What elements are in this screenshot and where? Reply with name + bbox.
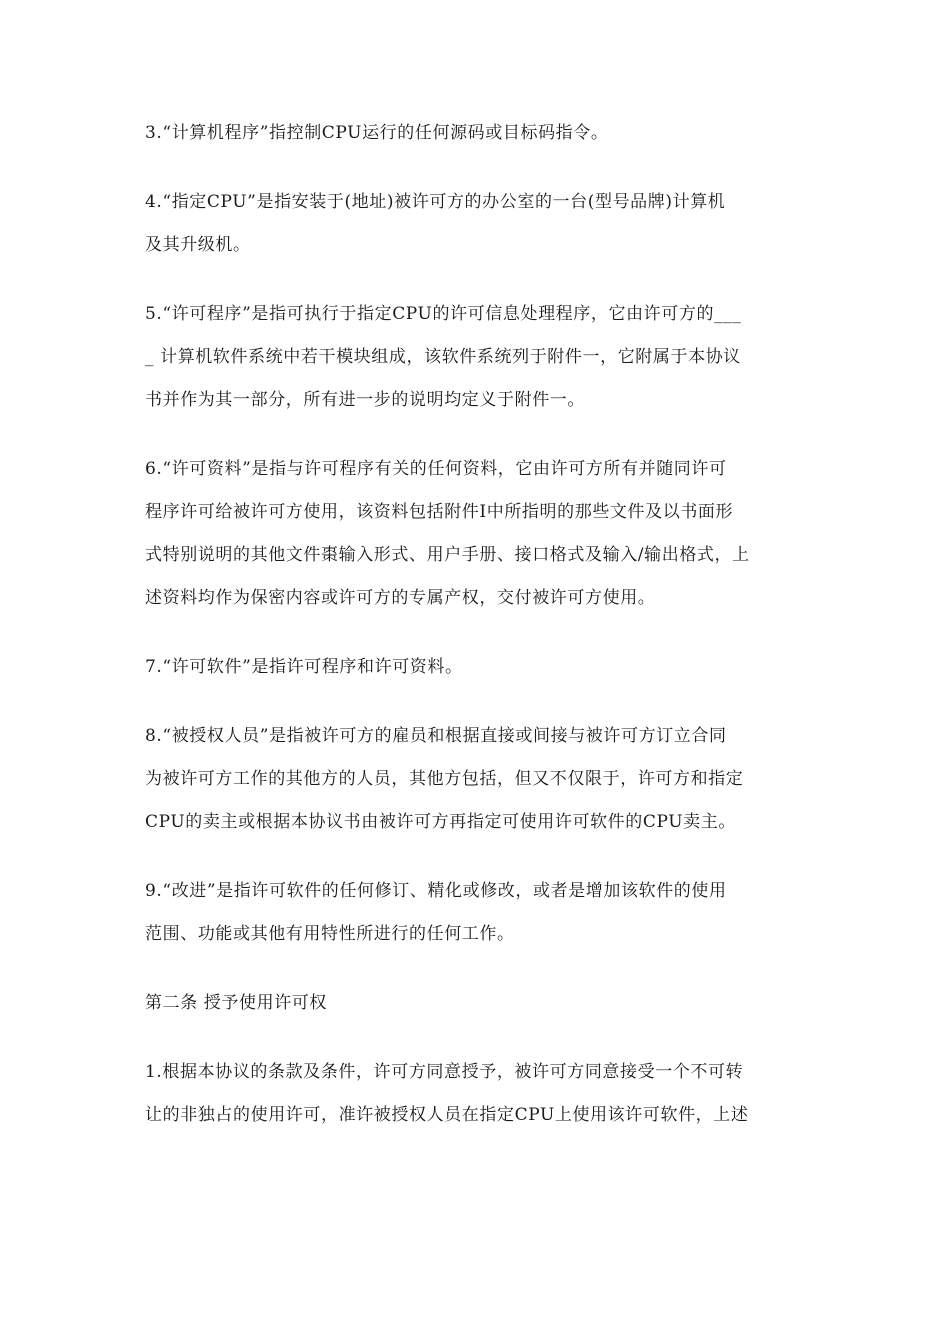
article-2-heading: [145, 982, 805, 1025]
text-line: 6.“许可资料”是指与许可程序有关的任何资料，它由许可方所有并随同许可: [145, 459, 727, 479]
text-line: 8.“被授权人员”是指被许可方的雇员和根据直接或间接与被许可方订立合同: [145, 726, 727, 746]
clause-6: [145, 448, 805, 620]
text-line: 4.“指定CPU”是指安装于(地址)被许可方的办公室的一台(型号品牌)计算机: [145, 192, 726, 212]
text-line: 为被许可方工作的其他方的人员，其他方包括，但又不仅限于，许可方和指定: [145, 769, 744, 789]
text-line: 范围、功能或其他有用特性所进行的任何工作。: [145, 924, 515, 944]
text-line: 书并作为其一部分，所有进一步的说明均定义于附件一。: [145, 390, 585, 410]
text-line: 9.“改进”是指许可软件的任何修订、精化或修改，或者是增加该软件的使用: [145, 881, 727, 901]
clause-5: [145, 293, 805, 422]
clause-4: [145, 181, 805, 267]
text-line: CPU的卖主或根据本协议书由被许可方再指定可使用许可软件的CPU卖主。: [145, 812, 736, 832]
text-line: 程序许可给被许可方使用，该资料包括附件I中所指明的那些文件及以书面形: [145, 502, 734, 522]
text-line: _ 计算机软件系统中若干模块组成，该软件系统列于附件一，它附属于本协议: [145, 347, 741, 367]
clause-8: [145, 715, 805, 844]
text-line: 5.“许可程序”是指可执行于指定CPU的许可信息处理程序，它由许可方的___: [145, 304, 742, 324]
text-line: 3.“计算机程序”指控制CPU运行的任何源码或目标码指令。: [145, 123, 609, 143]
document-body: [145, 112, 805, 1163]
text-line: 述资料均作为保密内容或许可方的专属产权，交付被许可方使用。: [145, 588, 656, 608]
text-line: 让的非独占的使用许可，准许被授权人员在指定CPU上使用该许可软件，上述: [145, 1105, 749, 1125]
article-2-clause-1: [145, 1051, 805, 1137]
text-line: 及其升级机。: [145, 235, 251, 255]
clause-7: [145, 646, 805, 689]
section-heading: 第二条 授予使用许可权: [145, 993, 328, 1013]
text-line: 1.根据本协议的条款及条件，许可方同意授予，被许可方同意接受一个不可转: [145, 1062, 744, 1082]
text-line: 式特别说明的其他文件棗输入形式、用户手册、接口格式及输入/输出格式，上: [145, 545, 750, 565]
clause-9: [145, 870, 805, 956]
clause-3: [145, 112, 805, 155]
text-line: 7.“许可软件”是指许可程序和许可资料。: [145, 657, 463, 677]
